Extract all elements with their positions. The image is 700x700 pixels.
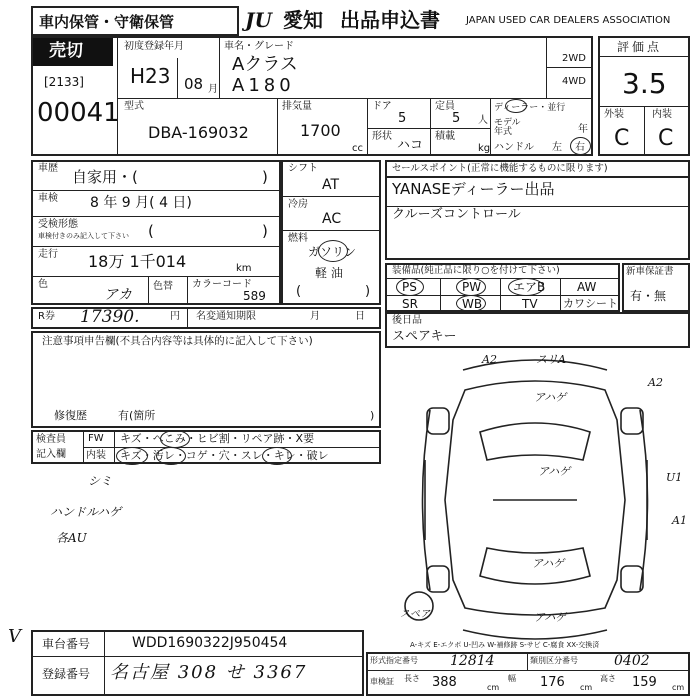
sales-point-label: セールスポイント(正常に機能するものに限ります) [392,163,608,174]
inspection-value: 8 年 9 月( 4 日) [90,195,192,211]
inspection-label: 車検 [38,193,58,204]
reg-month: 08 [184,75,204,93]
recycle-value: 17390. [80,307,140,327]
divider [367,98,368,156]
interior-value: C [658,126,674,151]
damage-legend: A-キズ E-エクボ U-凹み W-補修跡 S-サビ C-腐食 XX-交換済 [410,641,600,649]
designated-label: 形式指定番号 [370,656,418,665]
pw-circle [456,278,486,296]
damage-label-right-side: U1 [666,471,683,484]
handle-right-circle [570,137,591,155]
category-value: 0402 [614,653,650,669]
divider [117,36,118,156]
inspector-note-2: ハンドルハゲ [50,505,122,519]
year-unit: 年 [578,124,588,135]
equipment-pw: PW [462,280,482,294]
height-unit: cm [672,683,685,692]
divider [277,98,278,156]
margin-mark: V [8,626,21,647]
brand-name: 愛知 [283,8,323,32]
divider [430,128,431,156]
storage-badge [31,6,239,36]
first-reg-label: 初度登録年月 [124,41,184,52]
displacement-label: 排気量 [282,101,312,112]
damage-label-rear-bumper: アハゲ [534,611,567,624]
width-label: 幅 [508,674,516,683]
color-change-label: 色替 [153,281,173,292]
divider [114,430,115,464]
damage-label-hood: アハゲ [534,391,567,404]
divider [104,630,105,696]
divider [385,278,620,279]
length-unit: cm [487,683,500,692]
inspector-note-1: シミ [88,474,113,488]
name-change-label: 名変通知期限 [196,311,256,322]
color-value: アカ [104,287,132,303]
body-label: 形状 [372,131,392,142]
equipment-wb: WB [462,297,483,311]
ac-value: AC [322,211,342,227]
color-label: 色 [38,279,48,290]
type-label: 型式 [124,101,144,112]
repair-value: 有(箇所 [118,409,156,422]
entry-label: 記入欄 [36,449,66,460]
model-name: Aクラス [232,54,298,75]
model-year-label: モデル年式 [494,118,521,138]
displacement-value: 1700 [300,121,341,140]
accessories-value: スペアキー [392,329,457,344]
model-grade-label: 車名・グレード [224,41,294,52]
divider [560,278,561,312]
doors-label: ドア [372,101,392,112]
interior-items: キズ・汚レ・コゲ・穴・スレ・キレ・破レ [120,449,329,462]
name-change-day: 日 [355,311,365,322]
import-label: ディーラー・並行 [494,103,566,113]
divider [187,276,188,305]
width-value: 176 [540,675,565,690]
width-unit: cm [580,683,593,692]
color-code-label: カラーコード [192,279,252,290]
height-value: 159 [632,675,657,690]
handle-label: ハンドル [494,142,534,153]
divider [281,230,381,231]
equipment-tv: TV [522,297,538,311]
divider [177,58,178,98]
sales-point-line2: クルーズコントロール [392,207,521,222]
divider [187,307,188,329]
category-label: 類別区分番号 [530,656,578,665]
inspector-note-3: 各AU [56,531,87,545]
mileage-value: 18万 1千014 [88,252,187,271]
divider [31,216,281,217]
exterior-value: C [614,126,630,151]
plate-label: 登録番号 [42,667,91,681]
damage-label-trunk: アハゲ [532,557,565,570]
designated-value: 12814 [450,653,495,669]
reg-month-unit: 月 [208,84,218,95]
interior-scratch-circle [116,447,148,465]
mileage-label: 走行 [38,249,58,260]
divider [644,106,645,156]
height-label: 高さ [600,674,616,683]
acceptance-close: ) [262,222,268,240]
acceptance-note: 車検付きのみ記入して下さい [38,232,129,240]
equipment-airbag: エアB [513,280,546,294]
divider [148,276,149,305]
name-change-month: 月 [310,311,320,322]
mileage-unit: km [236,263,252,274]
capacity-value: 5 [452,111,461,126]
airbag-circle [508,278,544,296]
divider [31,190,281,191]
damage-label-roof: アハゲ [538,465,571,478]
shift-label: シフト [288,163,318,174]
divider [367,128,490,129]
repair-label: 修復歴 [54,409,87,422]
fuel-gas-circle [318,240,348,262]
divider [366,670,690,671]
divider [546,67,593,68]
acceptance-open: ( [148,222,154,240]
chassis-label: 車台番号 [42,637,91,651]
fuel-gas: ガソリン [308,245,357,259]
inspector-label: 検査員 [36,434,66,445]
interior-wear-circle [262,447,292,465]
new-warranty-value: 有・無 [630,289,667,303]
era-year: H23 [130,64,171,88]
drive-2wd: 2WD [562,53,586,64]
score-value: 3.5 [622,67,667,100]
divider [31,276,281,277]
lot-code: [2133] [44,75,84,89]
equipment-ps: PS [402,280,417,294]
handle-left: 左 [552,142,562,153]
fuel-open: ( [296,284,302,299]
history-value: 自家用・( [72,168,138,186]
history-close: ) [262,168,268,186]
divider [385,295,620,296]
interior-stain-circle [156,447,186,465]
divider [490,98,491,156]
divider [117,98,593,99]
sales-point-line1: YANASEディーラー出品 [392,180,555,198]
drive-4wd: 4WD [562,76,586,87]
equipment-label: 装備品(純正品に限り○を付けて下さい) [392,265,560,276]
lot-number: 00041 [37,98,120,128]
divider [31,246,281,247]
length-value: 388 [432,675,457,690]
score-label: 評価点 [617,40,663,54]
divider [500,278,501,312]
grade-name: A180 [232,75,295,96]
exterior-label: 外装 [604,109,624,120]
dealer-circle [505,99,527,113]
new-warranty-label: 新車保証書 [626,266,674,277]
handle-right: 右 [575,142,585,153]
accessories-label: 後日品 [392,315,422,326]
fw-label: FW [88,433,104,444]
recycle-label: R券 [38,311,55,322]
equipment-aw: AW [577,280,597,294]
damage-label-right-rear: A1 [672,514,687,527]
sold-badge-text: 売切 [49,41,83,61]
type-value: DBA-169032 [148,123,249,142]
capacity-unit: 人 [478,115,488,126]
damage-label-front-bumper: スリA [536,353,566,366]
damage-label-front-left: A2 [482,353,497,366]
divider [430,98,431,128]
body-value: ハコ [397,138,424,153]
length-label: 長さ [404,674,420,683]
chassis-value: WDD1690322J950454 [132,635,288,651]
damage-label-spare: スペア [400,609,430,620]
ps-circle [396,278,424,296]
weight-label: 積載 [435,131,455,142]
history-label: 車歴 [38,163,58,174]
divider [598,56,690,57]
doc-title: 出品申込書 [340,8,440,32]
divider [281,196,381,197]
interior-entry-label: 内装 [86,450,106,461]
divider [527,652,528,670]
fuel-close: ) [365,284,371,299]
capacity-label: 定員 [435,101,455,112]
color-code-value: 589 [243,289,266,303]
association-name: JAPAN USED CAR DEALERS ASSOCIATION [466,15,671,26]
equipment-leather: カワシート [563,297,618,310]
divider [219,36,220,98]
sold-badge [33,38,113,66]
fuel-diesel: 軽 油 [315,266,343,280]
fw-items: キズ・へこみ・ヒビ割・リペア跡・X要 [120,432,315,445]
cert-label: 車検証 [370,677,394,686]
wb-circle [456,295,486,312]
repair-close: ) [370,409,375,422]
weight-unit: kg [478,143,491,154]
acceptance-label: 受検形態 [38,219,78,230]
damage-label-front-right: A2 [648,376,663,389]
fuel-label: 燃料 [288,233,308,244]
storage-badge-text: 車内保管・守衛保管 [39,13,175,31]
dent-circle [160,430,190,448]
displacement-unit: cc [352,143,363,154]
ac-label: 冷房 [288,199,308,210]
divider [31,656,364,657]
shift-value: AT [322,177,340,193]
divider [440,278,441,312]
recycle-yen: 円 [170,311,180,322]
notes-label: 注意事項申告欄(不具合内容等は具体的に記入して下さい) [42,335,313,347]
plate-value: 名古屋 308 せ 3367 [110,662,308,683]
interior-label: 内装 [652,109,672,120]
equipment-sr: SR [402,297,418,311]
ju-logo-mark: JU [245,8,272,32]
doors-value: 5 [398,111,407,126]
